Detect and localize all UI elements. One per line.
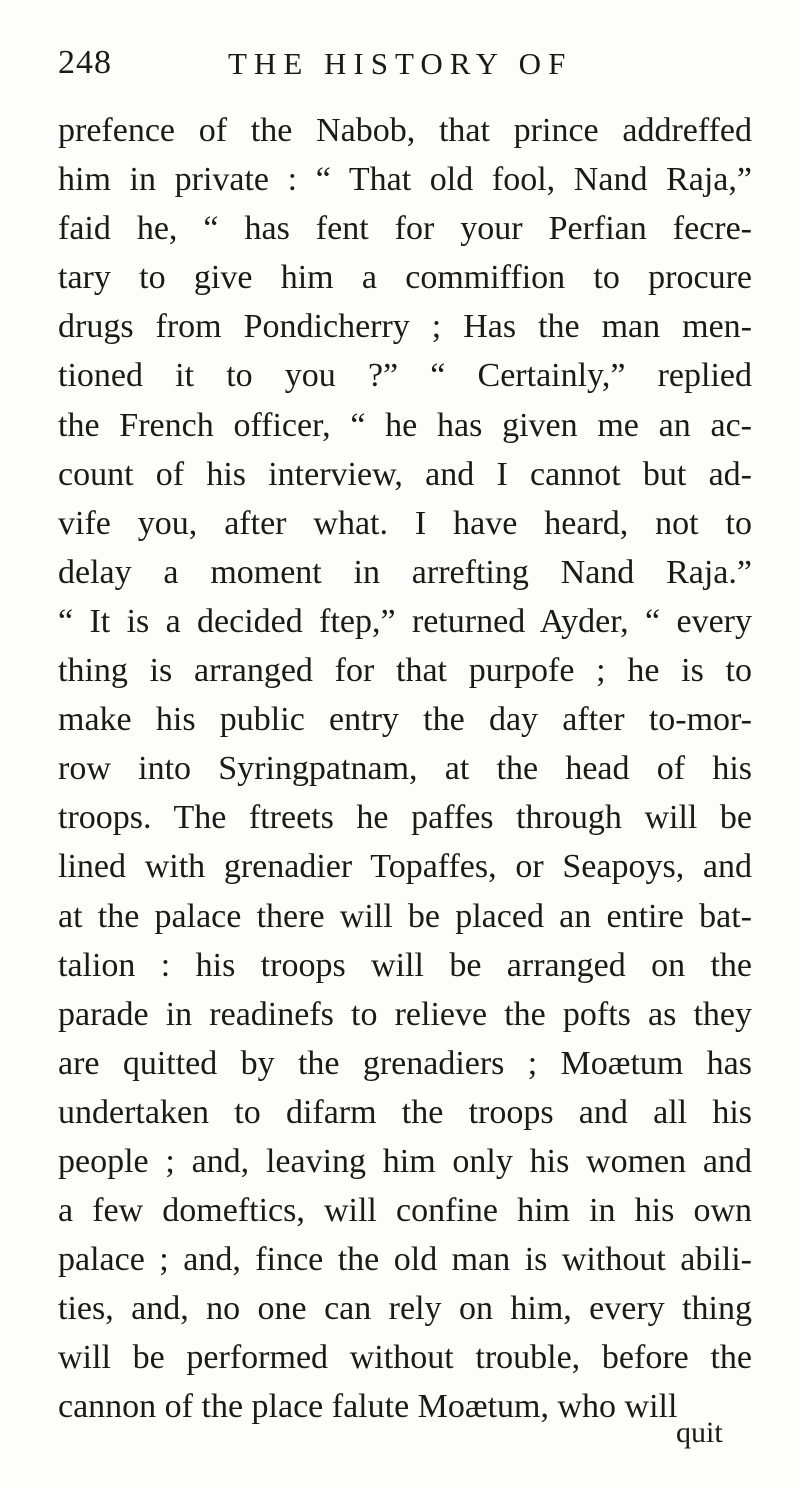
text-line: row into Syringpatnam, at the head of his <box>58 750 752 788</box>
text-line: people ; and, leaving him only his women and <box>58 1142 752 1180</box>
page-header <box>0 44 800 94</box>
text-line: thing is arranged for that purpofe ; he is to <box>58 652 752 690</box>
text-line: at the palace there will be placed an entire bat- <box>58 897 752 935</box>
text-line: count of his interview, and I cannot but ad- <box>58 455 752 493</box>
text-line: tioned it to you ?” “ Certainly,” replied <box>58 357 752 395</box>
text-line: the French officer, “ he has given me an ac- <box>58 406 752 444</box>
catchword: quit <box>676 1416 723 1449</box>
text-line: are quitted by the grenadiers ; Moætum has <box>58 1044 752 1082</box>
text-line: vife you, after what. I have heard, not to <box>58 504 752 542</box>
text-line: undertaken to difarm the troops and all his <box>58 1093 752 1131</box>
text-line: a few domeftics, will confine him in his own <box>58 1192 752 1230</box>
text-line: prefence of the Nabob, that prince addreffed <box>58 112 752 149</box>
text-line: parade in readinefs to relieve the pofts as they <box>58 995 752 1033</box>
text-line: troops. The ftreets he paffes through will be <box>58 799 752 837</box>
text-line: tary to give him a commiffion to procure <box>58 259 752 297</box>
text-line: make his public entry the day after to-mor- <box>58 701 752 739</box>
text-line: palace ; and, fince the old man is without abili- <box>58 1241 752 1279</box>
running-head: THE HISTORY OF <box>228 46 573 81</box>
text-line: cannon of the place falute Moætum, who will <box>58 1388 678 1426</box>
body-text <box>58 106 752 1432</box>
text-line: “ It is a decided ftep,” returned Ayder, “ every <box>58 602 752 640</box>
text-line: ties, and, no one can rely on him, every thing <box>58 1290 752 1328</box>
page-number: 248 <box>58 44 112 81</box>
text-line: delay a moment in arrefting Nand Raja.” <box>58 553 752 591</box>
text-line: lined with grenadier Topaffes, or Seapoys, and <box>58 848 752 886</box>
text-line: drugs from Pondicherry ; Has the man men- <box>58 308 752 346</box>
text-line: will be performed without trouble, before the <box>58 1339 752 1377</box>
text-line: faid he, “ has fent for your Perfian fecre- <box>58 210 752 248</box>
text-line: talion : his troops will be arranged on the <box>58 946 752 984</box>
text-line: him in private : “ That old fool, Nand Raja,” <box>58 161 752 199</box>
